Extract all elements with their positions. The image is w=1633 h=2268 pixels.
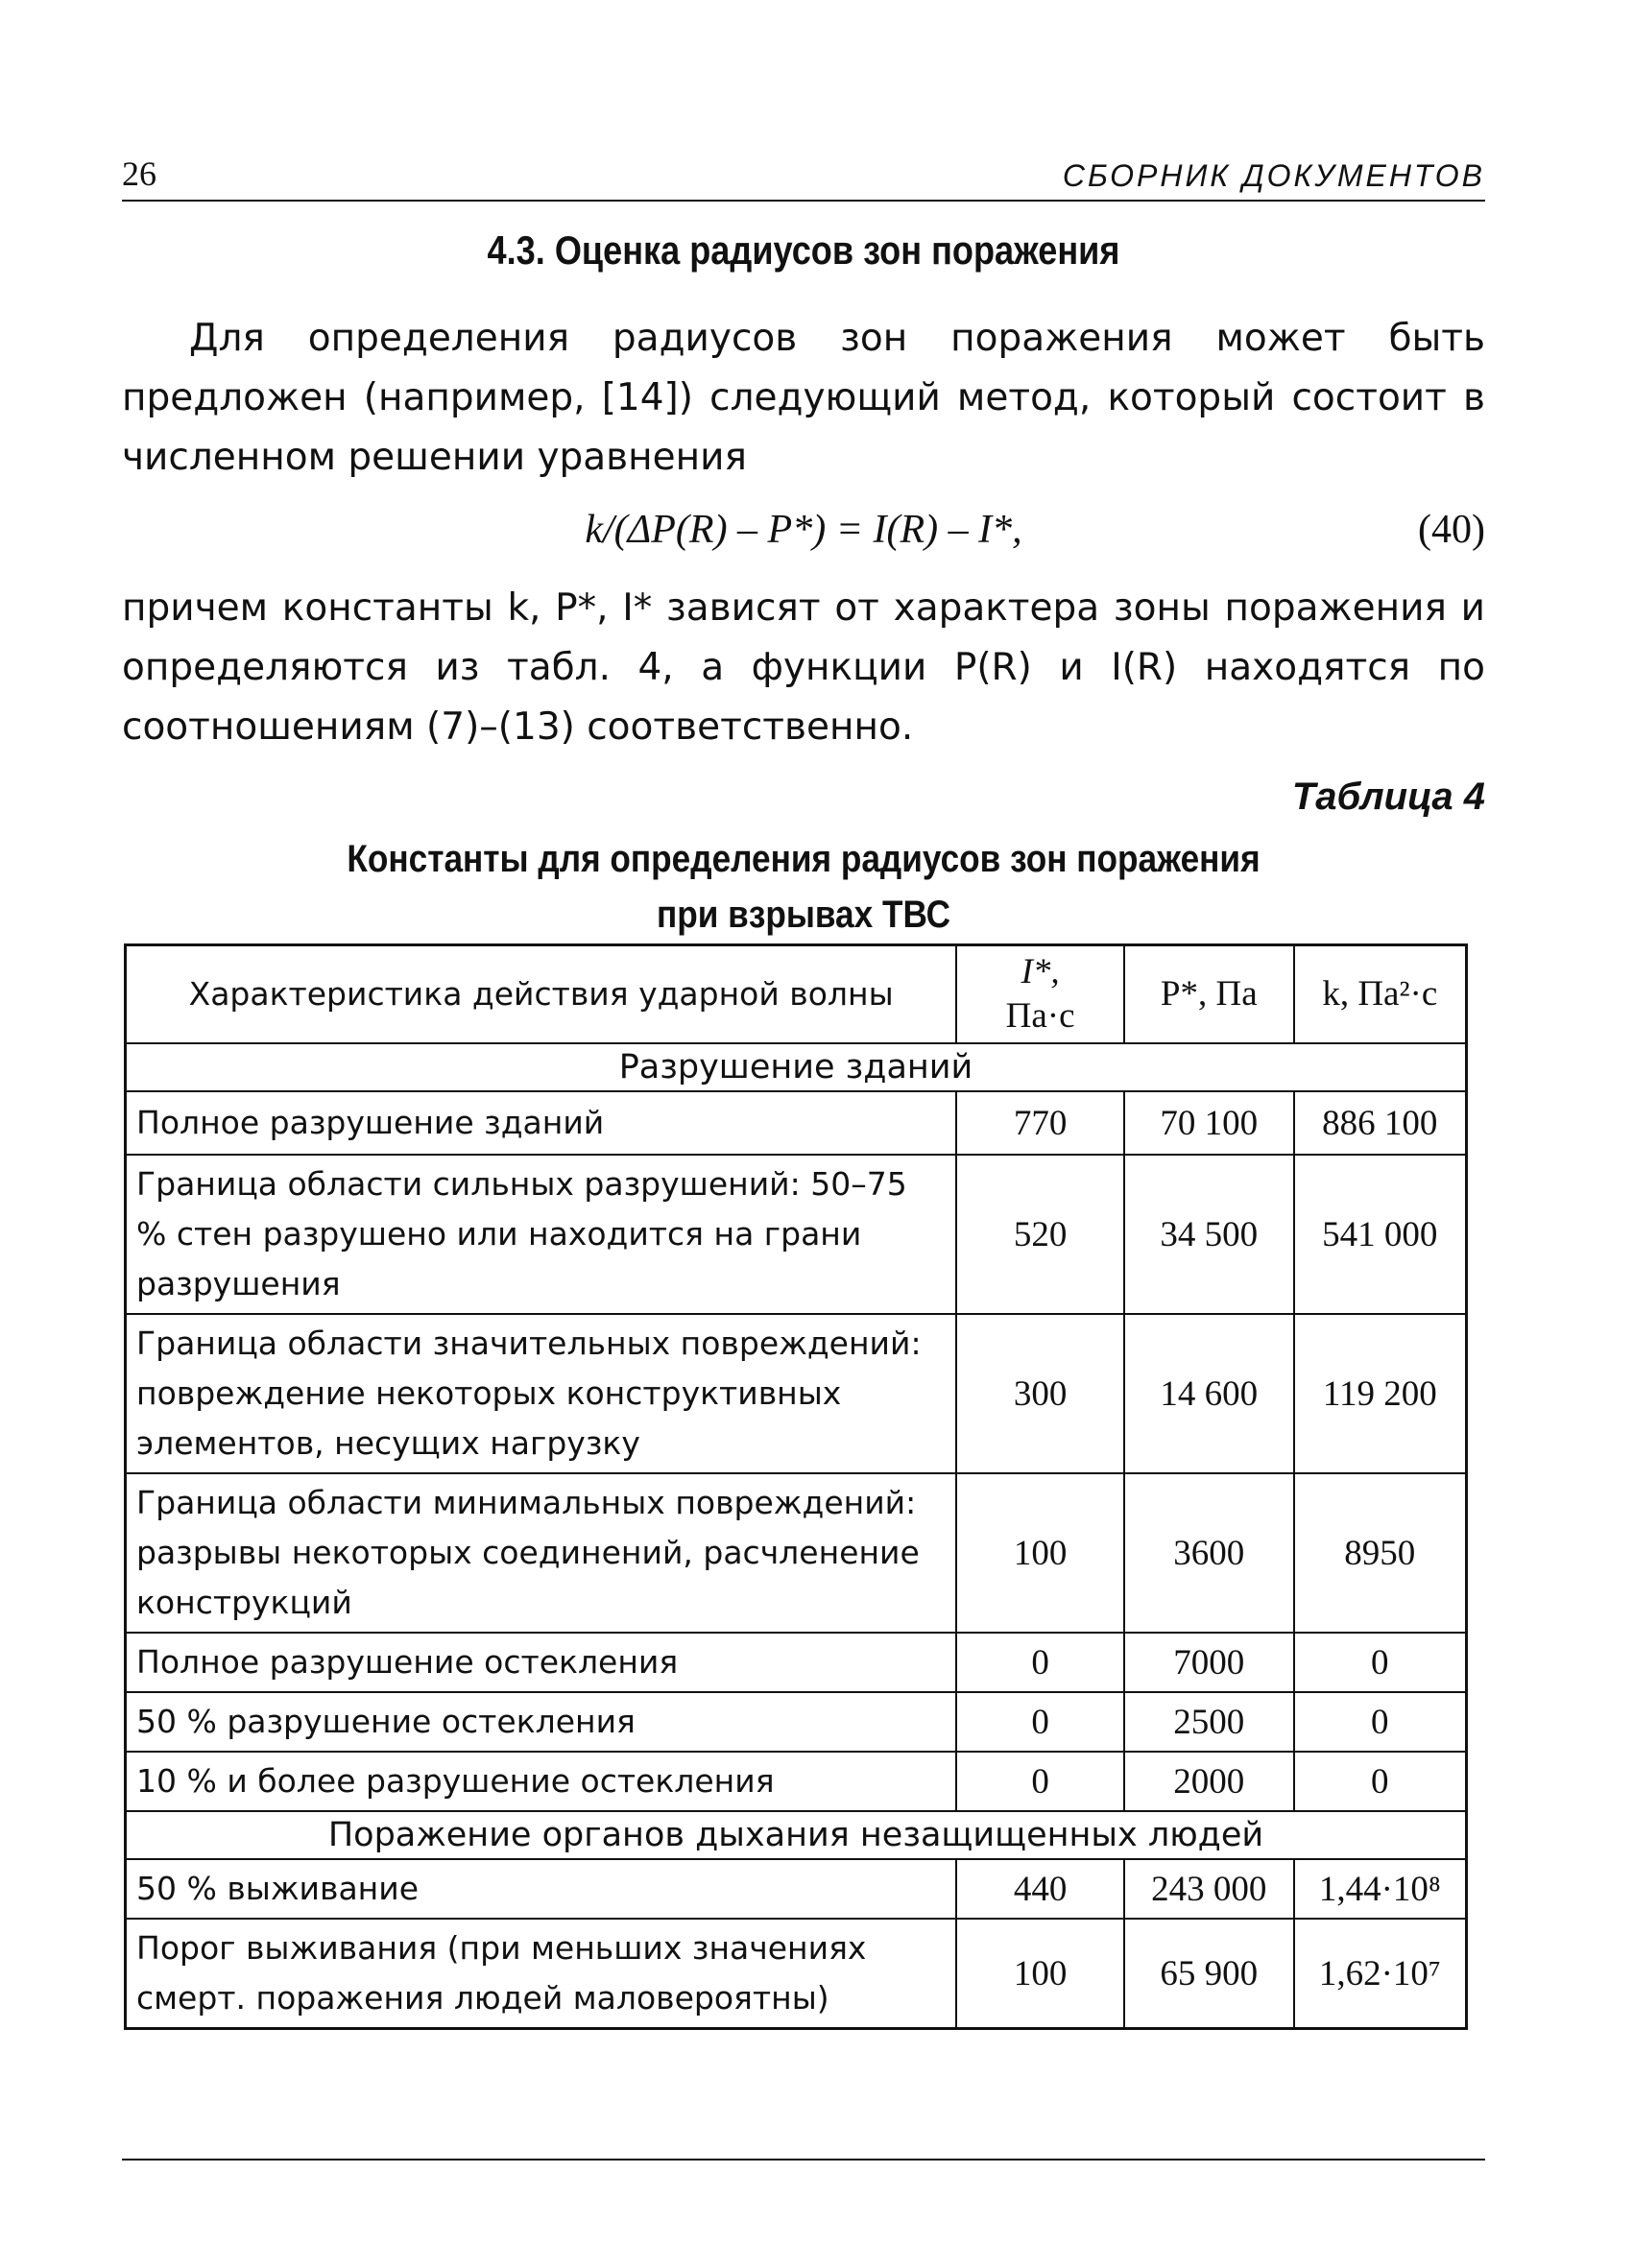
row-p-star: 34 500 bbox=[1124, 1155, 1294, 1314]
row-i-star: 300 bbox=[956, 1314, 1124, 1473]
row-characteristic: 10 % и более разрушение остекления bbox=[126, 1752, 957, 1811]
equation bbox=[122, 507, 1485, 564]
section-title: 4.3. Оценка радиусов зон поражения bbox=[487, 227, 1120, 273]
row-k: 0 bbox=[1294, 1633, 1467, 1692]
table-row bbox=[126, 1692, 1467, 1752]
row-p-star: 70 100 bbox=[1124, 1091, 1294, 1155]
row-k: 119 200 bbox=[1294, 1314, 1467, 1473]
row-characteristic: Полное разрушение остекления bbox=[126, 1633, 957, 1692]
constants-table bbox=[124, 943, 1468, 2030]
row-characteristic: Порог выживания (при меньших значениях смерт. поражения людей маловероятны) bbox=[126, 1919, 957, 2029]
table-row bbox=[126, 1752, 1467, 1811]
table-row bbox=[126, 1473, 1467, 1633]
row-characteristic: Граница области минимальных повреждений: разрывы некоторых соединений, расчленение конструкций bbox=[126, 1473, 957, 1633]
header-p-star: P*, Па bbox=[1124, 945, 1294, 1044]
row-characteristic: Граница области значительных повреждений: повреждение некоторых конструктивных элементов, несущих нагрузку bbox=[126, 1314, 957, 1473]
row-i-star: 770 bbox=[956, 1091, 1124, 1155]
row-p-star: 14 600 bbox=[1124, 1314, 1294, 1473]
header-characteristic: Характеристика действия ударной волны bbox=[126, 945, 957, 1044]
row-k: 0 bbox=[1294, 1692, 1467, 1752]
group-buildings: Разрушение зданий bbox=[126, 1043, 1467, 1091]
running-head: СБОРНИК ДОКУМЕНТОВ bbox=[1062, 158, 1485, 193]
group-respiratory: Поражение органов дыхания незащищенных людей bbox=[126, 1811, 1467, 1859]
paragraph-explanation: причем константы k, P*, I* зависят от характера зоны поражения и определяются из табл. 4, а функции P(R) и I(R) находятся по соотношениям (7)–(13) соответственно. bbox=[122, 586, 1485, 749]
row-characteristic: 50 % выживание bbox=[126, 1859, 957, 1919]
row-k: 0 bbox=[1294, 1752, 1467, 1811]
equation-number: (40) bbox=[1418, 508, 1485, 552]
row-i-star: 0 bbox=[956, 1692, 1124, 1752]
table-label: Таблица 4 bbox=[1291, 776, 1485, 818]
row-characteristic: Полное разрушение зданий bbox=[126, 1091, 957, 1155]
table-row bbox=[126, 1919, 1467, 2029]
header-i-star-unit: Па·с bbox=[1005, 996, 1075, 1036]
row-i-star: 0 bbox=[956, 1752, 1124, 1811]
page-number: 26 bbox=[122, 155, 156, 193]
row-k: 541 000 bbox=[1294, 1155, 1467, 1314]
paragraph-intro bbox=[122, 309, 1485, 488]
equation-body: k/(ΔP(R) – P*) = I(R) – I*, bbox=[585, 508, 1022, 552]
row-k: 8950 bbox=[1294, 1473, 1467, 1633]
row-p-star: 243 000 bbox=[1124, 1859, 1294, 1919]
table-title-line2: при взрывах ТВС bbox=[657, 894, 950, 936]
table-title bbox=[204, 831, 1404, 943]
table-row bbox=[126, 1314, 1467, 1473]
row-p-star: 65 900 bbox=[1124, 1919, 1294, 2029]
paragraph-intro-text: Для определения радиусов зон поражения может быть предложен (например, [14]) следующий метод, который состоит в численном решении уравнения bbox=[122, 317, 1485, 479]
row-i-star: 0 bbox=[956, 1633, 1124, 1692]
header-i-star-symbol: I*, bbox=[1021, 952, 1060, 991]
row-k: 1,62·10⁷ bbox=[1294, 1919, 1467, 2029]
table-row bbox=[126, 1633, 1467, 1692]
row-i-star: 440 bbox=[956, 1859, 1124, 1919]
row-p-star: 3600 bbox=[1124, 1473, 1294, 1633]
group-row bbox=[126, 1043, 1467, 1091]
bottom-rule bbox=[122, 2159, 1485, 2161]
table-row bbox=[126, 1091, 1467, 1155]
row-k: 886 100 bbox=[1294, 1091, 1467, 1155]
group-row bbox=[126, 1811, 1467, 1859]
row-i-star: 100 bbox=[956, 1919, 1124, 2029]
row-k: 1,44·10⁸ bbox=[1294, 1859, 1467, 1919]
table-row bbox=[126, 1859, 1467, 1919]
row-i-star: 520 bbox=[956, 1155, 1124, 1314]
row-i-star: 100 bbox=[956, 1473, 1124, 1633]
table-title-line1: Константы для определения радиусов зон поражения bbox=[347, 838, 1261, 880]
table-row bbox=[126, 1155, 1467, 1314]
row-characteristic: 50 % разрушение остекления bbox=[126, 1692, 957, 1752]
header-i-star bbox=[956, 945, 1124, 1044]
row-characteristic: Граница области сильных разрушений: 50–75 % стен разрушено или находится на грани разрушения bbox=[126, 1155, 957, 1314]
header-k: k, Па²·с bbox=[1294, 945, 1467, 1044]
table-header-row bbox=[126, 945, 1467, 1044]
row-p-star: 2000 bbox=[1124, 1752, 1294, 1811]
page-header bbox=[122, 152, 1485, 202]
row-p-star: 2500 bbox=[1124, 1692, 1294, 1752]
row-p-star: 7000 bbox=[1124, 1633, 1294, 1692]
